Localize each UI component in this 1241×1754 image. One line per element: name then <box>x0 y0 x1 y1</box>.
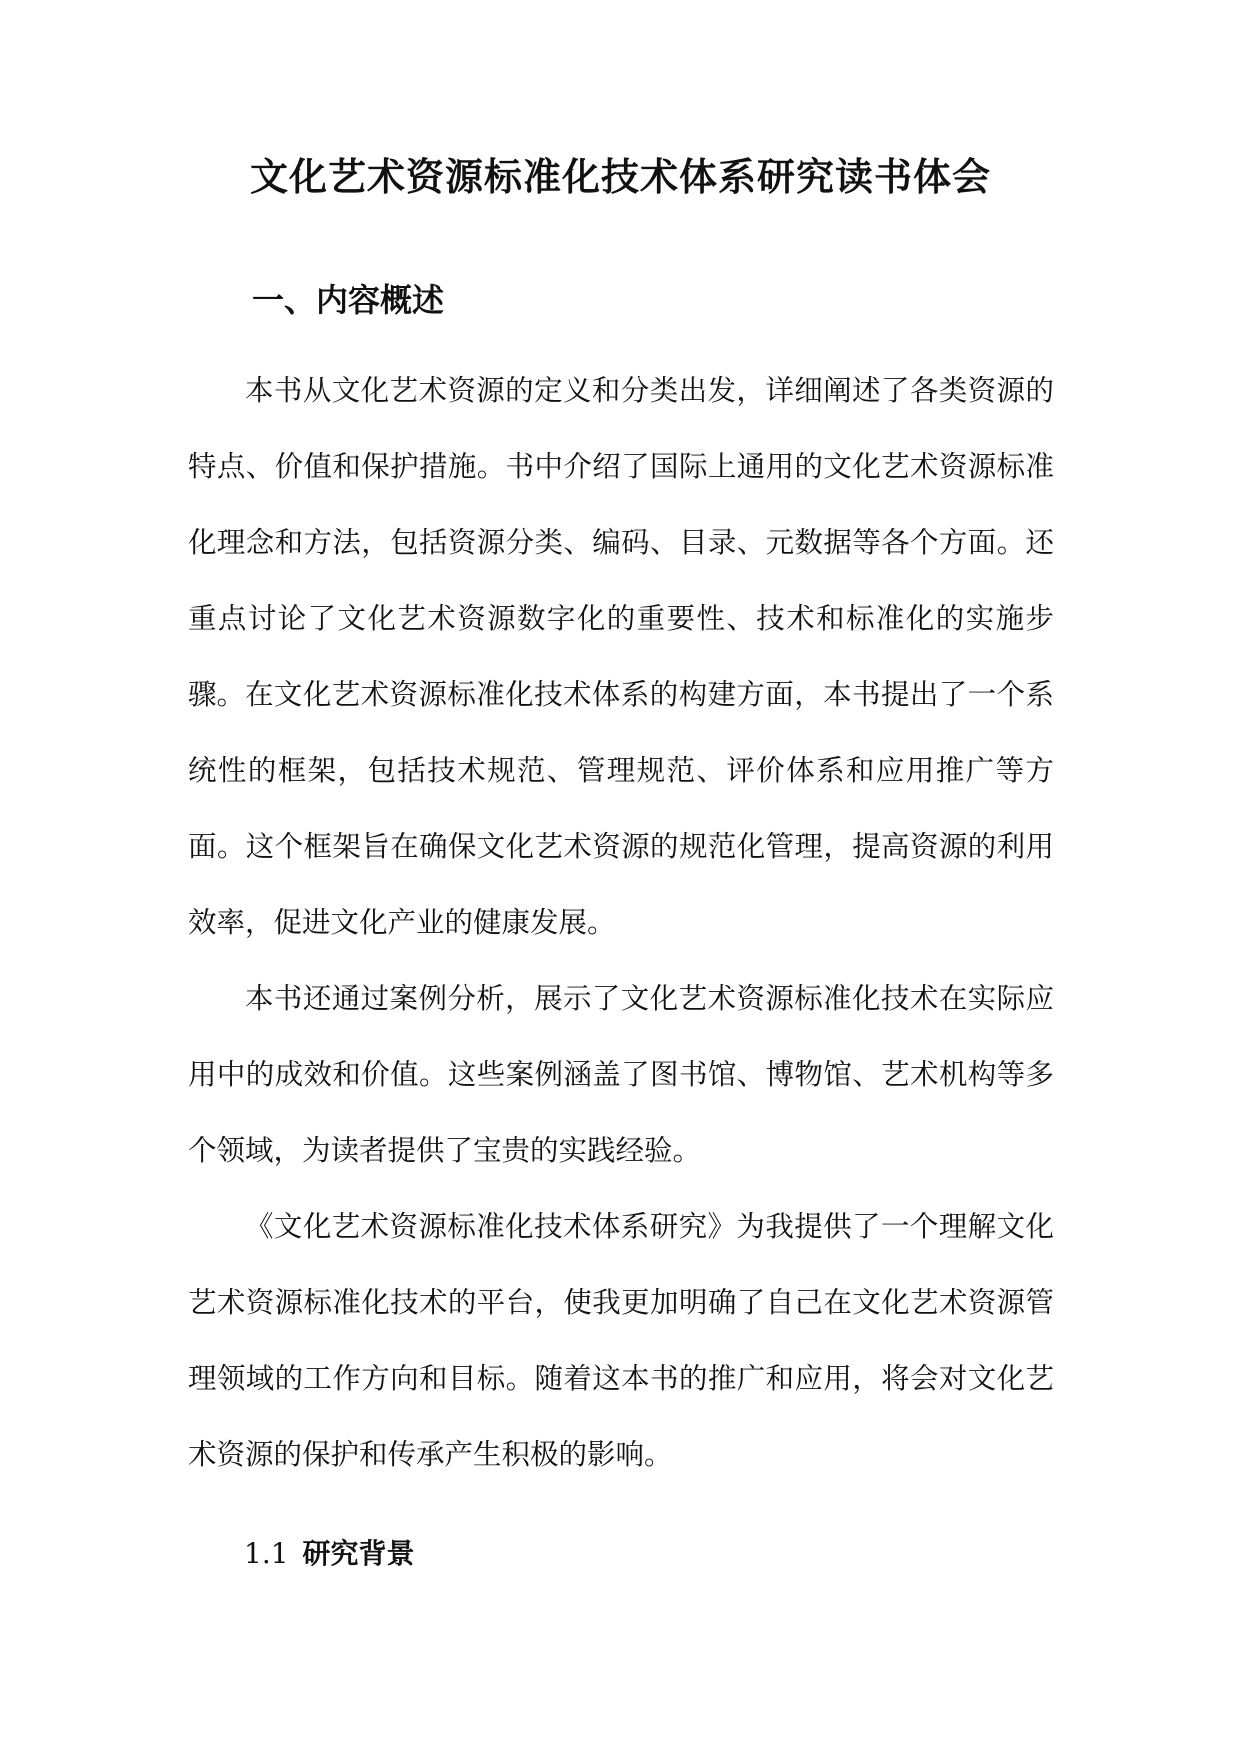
paragraph-1: 本书从文化艺术资源的定义和分类出发，详细阐述了各类资源的特点、价值和保护措施。书中介绍了国际上通用的文化艺术资源标准化理念和方法，包括资源分类、编码、目录、元数据等各个方面。还重点讨论了文化艺术资源数字化的重要性、技术和标准化的实施步骤。 <box>188 374 1054 711</box>
subsection-number: 1.1 <box>244 1537 289 1570</box>
section-heading-overview: 一、内容概述 <box>252 281 445 319</box>
subsection-title: 研究背景 <box>302 1537 415 1570</box>
paragraph-3: 本书还通过案例分析，展示了文化艺术资源标准化技术在实际应用中的成效和价值。这些案例涵盖了图书馆、博物馆、艺术机构等多个领域，为读者提供了宝贵的实践经验。 <box>188 982 1054 1167</box>
document-title: 文化艺术资源标准化技术体系研究读书体会 <box>249 154 991 199</box>
paragraph-2: 在文化艺术资源标准化技术体系的构建方面，本书提出了一个系统性的框架，包括技术规范、管理规范、评价体系和应用推广等方面。这个框架旨在确保文化艺术资源的规范化管理，提高资源的利用效率，促进文化产业的健康发展。 <box>188 678 1054 939</box>
subsection-heading <box>244 1532 415 1576</box>
paragraph-4: 《文化艺术资源标准化技术体系研究》为我提供了一个理解文化艺术资源标准化技术的平台，使我更加明确了自己在文化艺术资源管理领域的工作方向和目标。随着这本书的推广和应用，将会对文化艺术资源的保护和传承产生积极的影响。 <box>188 1210 1054 1471</box>
